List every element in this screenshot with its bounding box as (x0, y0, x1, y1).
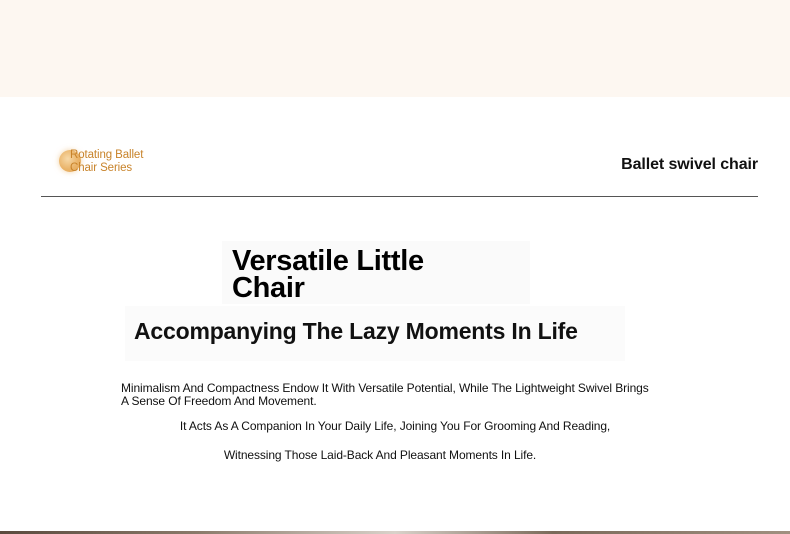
description-paragraph-3: Witnessing Those Laid-Back And Pleasant Moments In Life. (223, 448, 537, 462)
description-paragraph-2: It Acts As A Companion In Your Daily Life, Joining You For Grooming And Reading, (179, 419, 611, 433)
logo-text: Rotating Ballet Chair Series (70, 149, 144, 174)
brand-logo[interactable] (58, 146, 162, 178)
description-paragraph-1: Minimalism And Compactness Endow It With Versatile Potential, While The Lightweight Swivel Brings A Sense Of Freedom And Movement. (121, 381, 649, 408)
top-banner-band (0, 0, 790, 97)
hero-subheadline: Accompanying The Lazy Moments In Life (134, 318, 578, 344)
header-divider (41, 196, 758, 197)
page-title: Ballet swivel chair (621, 156, 758, 173)
hero-headline: Versatile Little Chair (232, 245, 424, 304)
